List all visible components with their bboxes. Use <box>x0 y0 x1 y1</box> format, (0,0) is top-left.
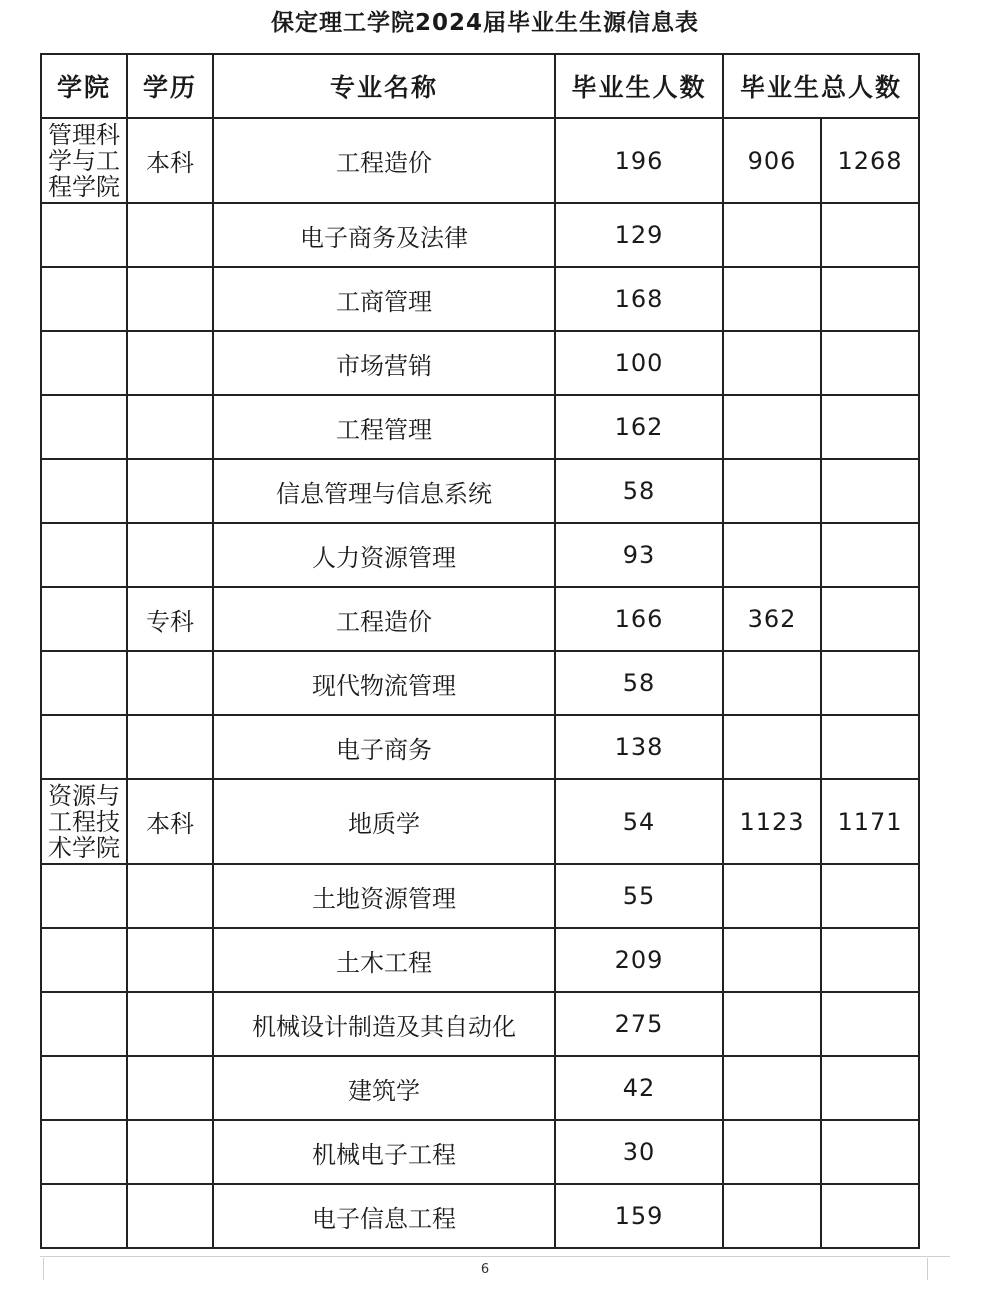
cell-college <box>41 1056 127 1120</box>
cell-total <box>821 1056 919 1120</box>
cell-graduate-count: 129 <box>555 203 723 267</box>
cell-subtotal <box>723 864 821 928</box>
cell-education: 本科 <box>127 118 213 203</box>
cell-education <box>127 331 213 395</box>
cell-education <box>127 1120 213 1184</box>
table-row <box>41 523 919 587</box>
cell-graduate-count: 159 <box>555 1184 723 1248</box>
cell-subtotal: 906 <box>723 118 821 203</box>
table-row <box>41 651 919 715</box>
cell-total <box>821 395 919 459</box>
table-row <box>41 864 919 928</box>
cell-major: 现代物流管理 <box>213 651 555 715</box>
cell-major: 机械电子工程 <box>213 1120 555 1184</box>
cell-graduate-count: 58 <box>555 459 723 523</box>
cell-major: 土地资源管理 <box>213 864 555 928</box>
cell-education <box>127 651 213 715</box>
header-education: 学历 <box>127 54 213 118</box>
cell-graduate-count: 100 <box>555 331 723 395</box>
cell-major: 建筑学 <box>213 1056 555 1120</box>
cell-graduate-count: 196 <box>555 118 723 203</box>
page-number: 6 <box>480 1262 490 1277</box>
cell-education <box>127 928 213 992</box>
page-edge-right <box>927 1258 928 1280</box>
cell-college <box>41 331 127 395</box>
header-graduates: 毕业生人数 <box>555 54 723 118</box>
cell-total <box>821 651 919 715</box>
cell-college <box>41 523 127 587</box>
cell-subtotal <box>723 523 821 587</box>
table-row <box>41 715 919 779</box>
cell-total <box>821 864 919 928</box>
table-row <box>41 1120 919 1184</box>
cell-major: 工程管理 <box>213 395 555 459</box>
cell-graduate-count: 168 <box>555 267 723 331</box>
cell-graduate-count: 42 <box>555 1056 723 1120</box>
cell-total <box>821 267 919 331</box>
cell-major: 信息管理与信息系统 <box>213 459 555 523</box>
cell-college <box>41 459 127 523</box>
table-row <box>41 459 919 523</box>
cell-major: 人力资源管理 <box>213 523 555 587</box>
cell-total <box>821 1184 919 1248</box>
cell-subtotal <box>723 203 821 267</box>
cell-graduate-count: 30 <box>555 1120 723 1184</box>
cell-total <box>821 587 919 651</box>
cell-graduate-count: 162 <box>555 395 723 459</box>
cell-subtotal <box>723 715 821 779</box>
cell-graduate-count: 54 <box>555 779 723 864</box>
cell-total <box>821 523 919 587</box>
cell-graduate-count: 93 <box>555 523 723 587</box>
cell-subtotal: 362 <box>723 587 821 651</box>
cell-education <box>127 1056 213 1120</box>
cell-subtotal <box>723 267 821 331</box>
cell-major: 土木工程 <box>213 928 555 992</box>
cell-college: 资源与工程技术学院 <box>41 779 127 864</box>
cell-college <box>41 715 127 779</box>
cell-college <box>41 992 127 1056</box>
table-row <box>41 203 919 267</box>
cell-college <box>41 1184 127 1248</box>
table-row <box>41 992 919 1056</box>
cell-major: 电子商务及法律 <box>213 203 555 267</box>
cell-college <box>41 587 127 651</box>
footer-divider <box>40 1256 950 1257</box>
cell-education <box>127 395 213 459</box>
cell-subtotal <box>723 1056 821 1120</box>
cell-college <box>41 267 127 331</box>
cell-subtotal <box>723 992 821 1056</box>
graduate-source-table <box>40 53 920 1249</box>
cell-college <box>41 928 127 992</box>
table-row <box>41 395 919 459</box>
table-row <box>41 1184 919 1248</box>
cell-total <box>821 715 919 779</box>
cell-education <box>127 864 213 928</box>
cell-graduate-count: 166 <box>555 587 723 651</box>
cell-education: 本科 <box>127 779 213 864</box>
header-college: 学院 <box>41 54 127 118</box>
cell-subtotal <box>723 331 821 395</box>
cell-graduate-count: 58 <box>555 651 723 715</box>
cell-major: 电子商务 <box>213 715 555 779</box>
table-row <box>41 331 919 395</box>
table-row <box>41 587 919 651</box>
cell-education <box>127 992 213 1056</box>
cell-major: 电子信息工程 <box>213 1184 555 1248</box>
cell-subtotal <box>723 1120 821 1184</box>
page-title: 保定理工学院2024届毕业生生源信息表 <box>270 10 699 36</box>
cell-major: 工商管理 <box>213 267 555 331</box>
cell-college <box>41 864 127 928</box>
cell-college <box>41 1120 127 1184</box>
cell-education <box>127 523 213 587</box>
table-row <box>41 779 919 864</box>
cell-subtotal <box>723 651 821 715</box>
cell-education <box>127 459 213 523</box>
cell-major: 市场营销 <box>213 331 555 395</box>
cell-subtotal: 1123 <box>723 779 821 864</box>
page-edge-left <box>43 1258 44 1280</box>
cell-total <box>821 203 919 267</box>
cell-graduate-count: 275 <box>555 992 723 1056</box>
cell-college <box>41 203 127 267</box>
cell-education <box>127 203 213 267</box>
cell-education <box>127 267 213 331</box>
cell-education <box>127 715 213 779</box>
table-body <box>41 118 919 1248</box>
cell-college: 管理科学与工程学院 <box>41 118 127 203</box>
cell-subtotal <box>723 459 821 523</box>
cell-subtotal <box>723 928 821 992</box>
cell-subtotal <box>723 1184 821 1248</box>
cell-total <box>821 928 919 992</box>
table-header-row <box>41 54 919 118</box>
cell-total <box>821 992 919 1056</box>
cell-education: 专科 <box>127 587 213 651</box>
table-row <box>41 267 919 331</box>
cell-total <box>821 1120 919 1184</box>
cell-subtotal <box>723 395 821 459</box>
table-row <box>41 928 919 992</box>
cell-major: 地质学 <box>213 779 555 864</box>
cell-graduate-count: 209 <box>555 928 723 992</box>
cell-college <box>41 395 127 459</box>
cell-total: 1171 <box>821 779 919 864</box>
cell-education <box>127 1184 213 1248</box>
cell-major: 机械设计制造及其自动化 <box>213 992 555 1056</box>
cell-major: 工程造价 <box>213 587 555 651</box>
cell-total <box>821 331 919 395</box>
cell-total <box>821 459 919 523</box>
cell-graduate-count: 55 <box>555 864 723 928</box>
header-major: 专业名称 <box>213 54 555 118</box>
table-row <box>41 118 919 203</box>
cell-graduate-count: 138 <box>555 715 723 779</box>
header-total: 毕业生总人数 <box>723 54 919 118</box>
table-row <box>41 1056 919 1120</box>
cell-major: 工程造价 <box>213 118 555 203</box>
cell-total: 1268 <box>821 118 919 203</box>
cell-college <box>41 651 127 715</box>
